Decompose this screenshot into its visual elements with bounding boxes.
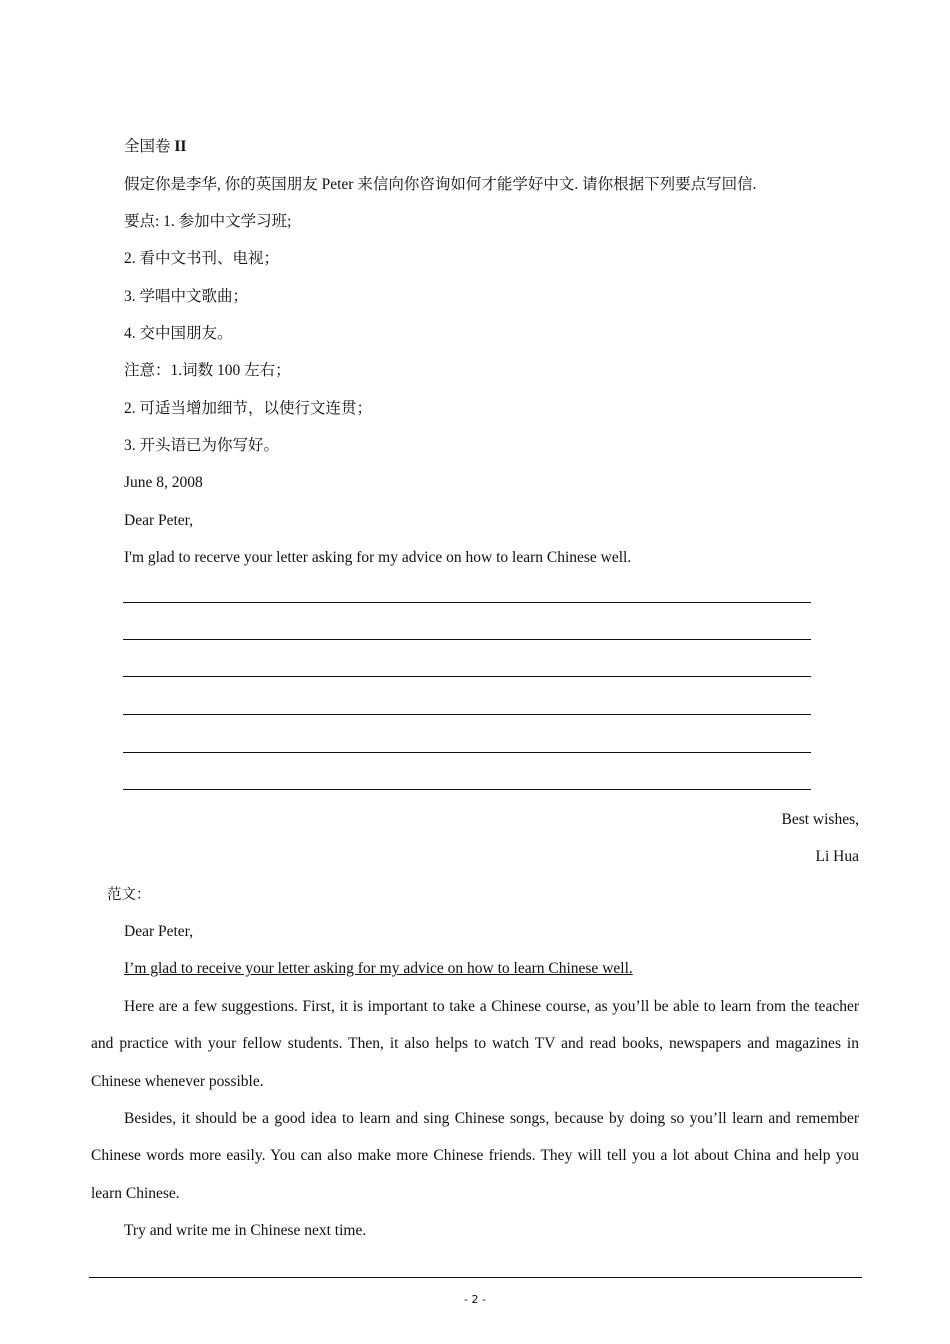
answer-line — [123, 602, 811, 603]
note-3: 3. 开头语已为你写好。 — [124, 437, 280, 454]
note-2: 2. 可适当增加细节，以使行文连贯； — [124, 400, 373, 417]
footer-rule — [89, 1277, 862, 1278]
task-prompt: 假定你是李华, 你的英国朋友 Peter 来信向你咨询如何才能学好中文. 请你根据下列要点写回信. — [124, 176, 757, 193]
sample-salutation: Dear Peter, — [124, 923, 194, 940]
key-point-1: 要点: 1. 参加中文学习班; — [124, 213, 292, 230]
sample-paragraph-3: Try and write me in Chinese next time. — [124, 1222, 367, 1239]
sample-paragraph-2: Besides, it should be a good idea to learn and sing Chinese songs, because by doing so you’ll learn and remember Chinese words more easily. You can also make more Chinese friends. They will tell you a lot about China and help you learn Chinese. — [91, 1110, 859, 1202]
answer-line — [123, 789, 811, 790]
letter-opening: I'm glad to recerve your letter asking for my advice on how to learn Chinese well. — [124, 549, 632, 566]
sample-heading: 范文： — [107, 887, 151, 903]
answer-line — [123, 676, 811, 677]
page-number: - 2 - — [464, 1293, 486, 1306]
letter-date: June 8, 2008 — [124, 474, 203, 491]
answer-line — [123, 752, 811, 753]
section-title-bold: II — [174, 138, 187, 155]
section-title — [124, 137, 186, 157]
letter-signature: Li Hua — [815, 848, 859, 865]
section-title-prefix: 全国卷 — [124, 138, 171, 155]
note-1: 注意：1.词数 100 左右； — [124, 362, 291, 379]
key-point-4: 4. 交中国朋友。 — [124, 325, 233, 342]
key-point-3: 3. 学唱中文歌曲； — [124, 288, 249, 305]
sample-opening: I’m glad to receive your letter asking for my advice on how to learn Chinese well. — [124, 960, 633, 977]
sample-paragraph-1: Here are a few suggestions. First, it is important to take a Chinese course, as you’ll be able to learn from the teacher and practice with your fellow students. Then, it also helps to watch TV and read books, newspapers and magazines in Chinese whenever possible. — [91, 998, 859, 1090]
letter-salutation: Dear Peter, — [124, 512, 194, 529]
answer-line — [123, 639, 811, 640]
answer-line — [123, 714, 811, 715]
key-point-2: 2. 看中文书刊、电视； — [124, 250, 280, 267]
letter-closing: Best wishes, — [781, 811, 859, 828]
